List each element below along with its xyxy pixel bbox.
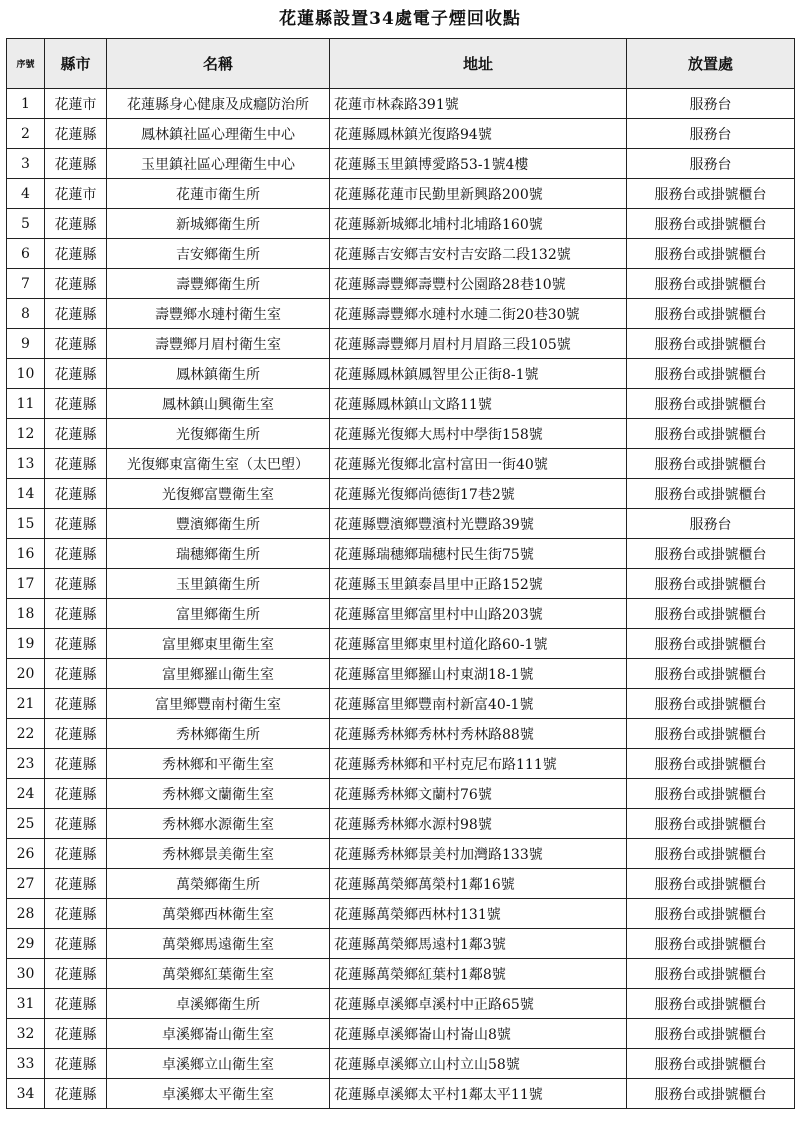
document-title: 花蓮縣設置34處電子煙回收點 bbox=[279, 9, 521, 29]
row-address: 花蓮縣秀林鄉文蘭村76號 bbox=[330, 779, 627, 809]
row-name: 壽豐鄉水璉村衛生室 bbox=[107, 299, 330, 329]
row-seq: 20 bbox=[7, 659, 45, 689]
row-county: 花蓮縣 bbox=[45, 689, 107, 719]
row-county: 花蓮縣 bbox=[45, 779, 107, 809]
table-row bbox=[7, 509, 795, 539]
table-row bbox=[7, 149, 795, 179]
table-row bbox=[7, 419, 795, 449]
row-address: 花蓮縣秀林鄉秀林村秀林路88號 bbox=[330, 719, 627, 749]
row-county: 花蓮縣 bbox=[45, 1049, 107, 1079]
row-name: 萬榮鄉馬遠衛生室 bbox=[107, 929, 330, 959]
row-address: 花蓮市林森路391號 bbox=[330, 89, 627, 119]
row-seq: 30 bbox=[7, 959, 45, 989]
row-address: 花蓮縣花蓮市民勤里新興路200號 bbox=[330, 179, 627, 209]
table-row bbox=[7, 959, 795, 989]
row-name: 卓溪鄉衛生所 bbox=[107, 989, 330, 1019]
row-address: 花蓮縣秀林鄉景美村加灣路133號 bbox=[330, 839, 627, 869]
row-seq: 17 bbox=[7, 569, 45, 599]
header-seq: 序號 bbox=[7, 39, 45, 89]
row-county: 花蓮縣 bbox=[45, 479, 107, 509]
row-county: 花蓮縣 bbox=[45, 539, 107, 569]
row-county: 花蓮縣 bbox=[45, 719, 107, 749]
row-county: 花蓮縣 bbox=[45, 509, 107, 539]
row-name: 鳳林鎮社區心理衛生中心 bbox=[107, 119, 330, 149]
table-row bbox=[7, 179, 795, 209]
row-seq: 29 bbox=[7, 929, 45, 959]
table-row bbox=[7, 479, 795, 509]
row-name: 壽豐鄉月眉村衛生室 bbox=[107, 329, 330, 359]
row-placement: 服務台或掛號櫃台 bbox=[627, 809, 795, 839]
row-address: 花蓮縣新城鄉北埔村北埔路160號 bbox=[330, 209, 627, 239]
row-name: 秀林鄉和平衛生室 bbox=[107, 749, 330, 779]
row-county: 花蓮縣 bbox=[45, 449, 107, 479]
row-county: 花蓮縣 bbox=[45, 989, 107, 1019]
row-seq: 31 bbox=[7, 989, 45, 1019]
row-name: 秀林鄉景美衛生室 bbox=[107, 839, 330, 869]
row-placement: 服務台或掛號櫃台 bbox=[627, 899, 795, 929]
row-address: 花蓮縣玉里鎮泰昌里中正路152號 bbox=[330, 569, 627, 599]
row-seq: 22 bbox=[7, 719, 45, 749]
table-row bbox=[7, 629, 795, 659]
table-row bbox=[7, 899, 795, 929]
table-row bbox=[7, 209, 795, 239]
header-name: 名稱 bbox=[107, 39, 330, 89]
table-row bbox=[7, 239, 795, 269]
table-row bbox=[7, 599, 795, 629]
row-placement: 服務台或掛號櫃台 bbox=[627, 779, 795, 809]
row-seq: 23 bbox=[7, 749, 45, 779]
recycling-points-table bbox=[6, 38, 795, 1109]
row-placement: 服務台或掛號櫃台 bbox=[627, 389, 795, 419]
row-county: 花蓮縣 bbox=[45, 659, 107, 689]
table-row bbox=[7, 449, 795, 479]
row-placement: 服務台或掛號櫃台 bbox=[627, 239, 795, 269]
row-placement: 服務台或掛號櫃台 bbox=[627, 869, 795, 899]
header-placement: 放置處 bbox=[627, 39, 795, 89]
table-row bbox=[7, 359, 795, 389]
row-name: 卓溪鄉崙山衛生室 bbox=[107, 1019, 330, 1049]
row-address: 花蓮縣光復鄉北富村富田一街40號 bbox=[330, 449, 627, 479]
row-placement: 服務台 bbox=[627, 149, 795, 179]
row-county: 花蓮市 bbox=[45, 89, 107, 119]
row-seq: 4 bbox=[7, 179, 45, 209]
row-placement: 服務台或掛號櫃台 bbox=[627, 719, 795, 749]
row-seq: 25 bbox=[7, 809, 45, 839]
row-address: 花蓮縣壽豐鄉壽豐村公園路28巷10號 bbox=[330, 269, 627, 299]
row-address: 花蓮縣萬榮鄉馬遠村1鄰3號 bbox=[330, 929, 627, 959]
table-row bbox=[7, 839, 795, 869]
row-county: 花蓮縣 bbox=[45, 119, 107, 149]
table-row bbox=[7, 569, 795, 599]
row-placement: 服務台或掛號櫃台 bbox=[627, 1049, 795, 1079]
row-name: 富里鄉東里衛生室 bbox=[107, 629, 330, 659]
row-address: 花蓮縣萬榮鄉西林村131號 bbox=[330, 899, 627, 929]
row-seq: 7 bbox=[7, 269, 45, 299]
row-county: 花蓮縣 bbox=[45, 869, 107, 899]
row-county: 花蓮縣 bbox=[45, 389, 107, 419]
row-placement: 服務台或掛號櫃台 bbox=[627, 839, 795, 869]
row-county: 花蓮縣 bbox=[45, 1019, 107, 1049]
table-row bbox=[7, 119, 795, 149]
row-seq: 10 bbox=[7, 359, 45, 389]
row-placement: 服務台或掛號櫃台 bbox=[627, 689, 795, 719]
row-county: 花蓮縣 bbox=[45, 359, 107, 389]
row-county: 花蓮縣 bbox=[45, 749, 107, 779]
row-name: 新城鄉衛生所 bbox=[107, 209, 330, 239]
row-county: 花蓮縣 bbox=[45, 269, 107, 299]
header-county: 縣市 bbox=[45, 39, 107, 89]
row-address: 花蓮縣卓溪鄉卓溪村中正路65號 bbox=[330, 989, 627, 1019]
row-county: 花蓮縣 bbox=[45, 929, 107, 959]
row-seq: 11 bbox=[7, 389, 45, 419]
row-name: 萬榮鄉紅葉衛生室 bbox=[107, 959, 330, 989]
row-seq: 6 bbox=[7, 239, 45, 269]
row-name: 光復鄉東富衛生室（太巴塱） bbox=[107, 449, 330, 479]
row-address: 花蓮縣吉安鄉吉安村吉安路二段132號 bbox=[330, 239, 627, 269]
row-county: 花蓮縣 bbox=[45, 419, 107, 449]
table-row bbox=[7, 659, 795, 689]
table-row bbox=[7, 929, 795, 959]
row-address: 花蓮縣卓溪鄉太平村1鄰太平11號 bbox=[330, 1079, 627, 1109]
row-name: 秀林鄉衛生所 bbox=[107, 719, 330, 749]
row-placement: 服務台或掛號櫃台 bbox=[627, 749, 795, 779]
row-seq: 32 bbox=[7, 1019, 45, 1049]
row-seq: 12 bbox=[7, 419, 45, 449]
row-address: 花蓮縣豐濱鄉豐濱村光豐路39號 bbox=[330, 509, 627, 539]
row-county: 花蓮縣 bbox=[45, 959, 107, 989]
table-row bbox=[7, 779, 795, 809]
row-placement: 服務台或掛號櫃台 bbox=[627, 1079, 795, 1109]
row-placement: 服務台或掛號櫃台 bbox=[627, 569, 795, 599]
row-county: 花蓮縣 bbox=[45, 599, 107, 629]
row-address: 花蓮縣卓溪鄉立山村立山58號 bbox=[330, 1049, 627, 1079]
row-placement: 服務台或掛號櫃台 bbox=[627, 449, 795, 479]
row-address: 花蓮縣鳳林鎮山文路11號 bbox=[330, 389, 627, 419]
row-address: 花蓮縣光復鄉大馬村中學街158號 bbox=[330, 419, 627, 449]
row-county: 花蓮縣 bbox=[45, 629, 107, 659]
table-row bbox=[7, 689, 795, 719]
row-name: 瑞穗鄉衛生所 bbox=[107, 539, 330, 569]
table-row bbox=[7, 539, 795, 569]
table-row bbox=[7, 1019, 795, 1049]
row-address: 花蓮縣瑞穗鄉瑞穗村民生街75號 bbox=[330, 539, 627, 569]
row-seq: 3 bbox=[7, 149, 45, 179]
row-placement: 服務台或掛號櫃台 bbox=[627, 329, 795, 359]
row-name: 秀林鄉文蘭衛生室 bbox=[107, 779, 330, 809]
row-name: 鳳林鎮山興衛生室 bbox=[107, 389, 330, 419]
header-address: 地址 bbox=[330, 39, 627, 89]
row-name: 鳳林鎮衛生所 bbox=[107, 359, 330, 389]
row-county: 花蓮縣 bbox=[45, 149, 107, 179]
row-seq: 26 bbox=[7, 839, 45, 869]
row-address: 花蓮縣壽豐鄉月眉村月眉路三段105號 bbox=[330, 329, 627, 359]
row-county: 花蓮縣 bbox=[45, 209, 107, 239]
row-county: 花蓮縣 bbox=[45, 299, 107, 329]
row-address: 花蓮縣鳳林鎮光復路94號 bbox=[330, 119, 627, 149]
row-address: 花蓮縣富里鄉東里村道化路60-1號 bbox=[330, 629, 627, 659]
row-placement: 服務台或掛號櫃台 bbox=[627, 359, 795, 389]
row-county: 花蓮縣 bbox=[45, 899, 107, 929]
row-county: 花蓮縣 bbox=[45, 329, 107, 359]
row-placement: 服務台或掛號櫃台 bbox=[627, 959, 795, 989]
table-row bbox=[7, 1049, 795, 1079]
row-seq: 34 bbox=[7, 1079, 45, 1109]
row-name: 萬榮鄉西林衛生室 bbox=[107, 899, 330, 929]
row-county: 花蓮縣 bbox=[45, 809, 107, 839]
row-placement: 服務台 bbox=[627, 89, 795, 119]
row-name: 光復鄉富豐衛生室 bbox=[107, 479, 330, 509]
row-placement: 服務台 bbox=[627, 509, 795, 539]
table-row bbox=[7, 809, 795, 839]
row-placement: 服務台或掛號櫃台 bbox=[627, 1019, 795, 1049]
row-placement: 服務台或掛號櫃台 bbox=[627, 299, 795, 329]
row-address: 花蓮縣富里鄉羅山村東湖18-1號 bbox=[330, 659, 627, 689]
row-address: 花蓮縣卓溪鄉崙山村崙山8號 bbox=[330, 1019, 627, 1049]
table-row bbox=[7, 89, 795, 119]
row-placement: 服務台或掛號櫃台 bbox=[627, 479, 795, 509]
row-name: 花蓮縣身心健康及成癮防治所 bbox=[107, 89, 330, 119]
row-address: 花蓮縣鳳林鎮鳳智里公正街8-1號 bbox=[330, 359, 627, 389]
table-body bbox=[7, 89, 795, 1109]
row-seq: 9 bbox=[7, 329, 45, 359]
row-name: 卓溪鄉立山衛生室 bbox=[107, 1049, 330, 1079]
row-placement: 服務台或掛號櫃台 bbox=[627, 659, 795, 689]
row-name: 豐濱鄉衛生所 bbox=[107, 509, 330, 539]
row-name: 光復鄉衛生所 bbox=[107, 419, 330, 449]
row-seq: 15 bbox=[7, 509, 45, 539]
row-placement: 服務台或掛號櫃台 bbox=[627, 419, 795, 449]
table-row bbox=[7, 1079, 795, 1109]
row-placement: 服務台或掛號櫃台 bbox=[627, 209, 795, 239]
row-address: 花蓮縣秀林鄉水源村98號 bbox=[330, 809, 627, 839]
row-name: 秀林鄉水源衛生室 bbox=[107, 809, 330, 839]
row-seq: 14 bbox=[7, 479, 45, 509]
row-placement: 服務台或掛號櫃台 bbox=[627, 269, 795, 299]
row-seq: 28 bbox=[7, 899, 45, 929]
row-county: 花蓮縣 bbox=[45, 839, 107, 869]
row-address: 花蓮縣壽豐鄉水璉村水璉二街20巷30號 bbox=[330, 299, 627, 329]
row-seq: 16 bbox=[7, 539, 45, 569]
table-row bbox=[7, 869, 795, 899]
table-row bbox=[7, 719, 795, 749]
table-header-row bbox=[7, 39, 795, 89]
row-seq: 24 bbox=[7, 779, 45, 809]
row-placement: 服務台或掛號櫃台 bbox=[627, 989, 795, 1019]
row-placement: 服務台或掛號櫃台 bbox=[627, 539, 795, 569]
row-seq: 2 bbox=[7, 119, 45, 149]
row-name: 富里鄉豐南村衛生室 bbox=[107, 689, 330, 719]
row-name: 卓溪鄉太平衛生室 bbox=[107, 1079, 330, 1109]
row-county: 花蓮縣 bbox=[45, 569, 107, 599]
row-placement: 服務台或掛號櫃台 bbox=[627, 629, 795, 659]
table-row bbox=[7, 989, 795, 1019]
table-row bbox=[7, 389, 795, 419]
table-row bbox=[7, 749, 795, 779]
row-address: 花蓮縣富里鄉豐南村新富40-1號 bbox=[330, 689, 627, 719]
row-address: 花蓮縣光復鄉尚德街17巷2號 bbox=[330, 479, 627, 509]
row-seq: 33 bbox=[7, 1049, 45, 1079]
row-placement: 服務台或掛號櫃台 bbox=[627, 929, 795, 959]
row-name: 花蓮市衛生所 bbox=[107, 179, 330, 209]
row-name: 玉里鎮衛生所 bbox=[107, 569, 330, 599]
row-seq: 5 bbox=[7, 209, 45, 239]
row-address: 花蓮縣玉里鎮博愛路53-1號4樓 bbox=[330, 149, 627, 179]
table-row bbox=[7, 329, 795, 359]
row-seq: 27 bbox=[7, 869, 45, 899]
row-seq: 18 bbox=[7, 599, 45, 629]
row-address: 花蓮縣富里鄉富里村中山路203號 bbox=[330, 599, 627, 629]
row-name: 富里鄉羅山衛生室 bbox=[107, 659, 330, 689]
row-placement: 服務台或掛號櫃台 bbox=[627, 599, 795, 629]
row-placement: 服務台或掛號櫃台 bbox=[627, 179, 795, 209]
row-address: 花蓮縣萬榮鄉萬榮村1鄰16號 bbox=[330, 869, 627, 899]
row-address: 花蓮縣秀林鄉和平村克尼布路111號 bbox=[330, 749, 627, 779]
row-seq: 19 bbox=[7, 629, 45, 659]
row-county: 花蓮市 bbox=[45, 179, 107, 209]
row-name: 萬榮鄉衛生所 bbox=[107, 869, 330, 899]
row-county: 花蓮縣 bbox=[45, 239, 107, 269]
row-name: 富里鄉衛生所 bbox=[107, 599, 330, 629]
table-row bbox=[7, 269, 795, 299]
row-seq: 21 bbox=[7, 689, 45, 719]
row-name: 壽豐鄉衛生所 bbox=[107, 269, 330, 299]
row-seq: 1 bbox=[7, 89, 45, 119]
row-placement: 服務台 bbox=[627, 119, 795, 149]
row-seq: 8 bbox=[7, 299, 45, 329]
table-row bbox=[7, 299, 795, 329]
row-name: 吉安鄉衛生所 bbox=[107, 239, 330, 269]
row-address: 花蓮縣萬榮鄉紅葉村1鄰8號 bbox=[330, 959, 627, 989]
row-county: 花蓮縣 bbox=[45, 1079, 107, 1109]
row-seq: 13 bbox=[7, 449, 45, 479]
row-name: 玉里鎮社區心理衛生中心 bbox=[107, 149, 330, 179]
